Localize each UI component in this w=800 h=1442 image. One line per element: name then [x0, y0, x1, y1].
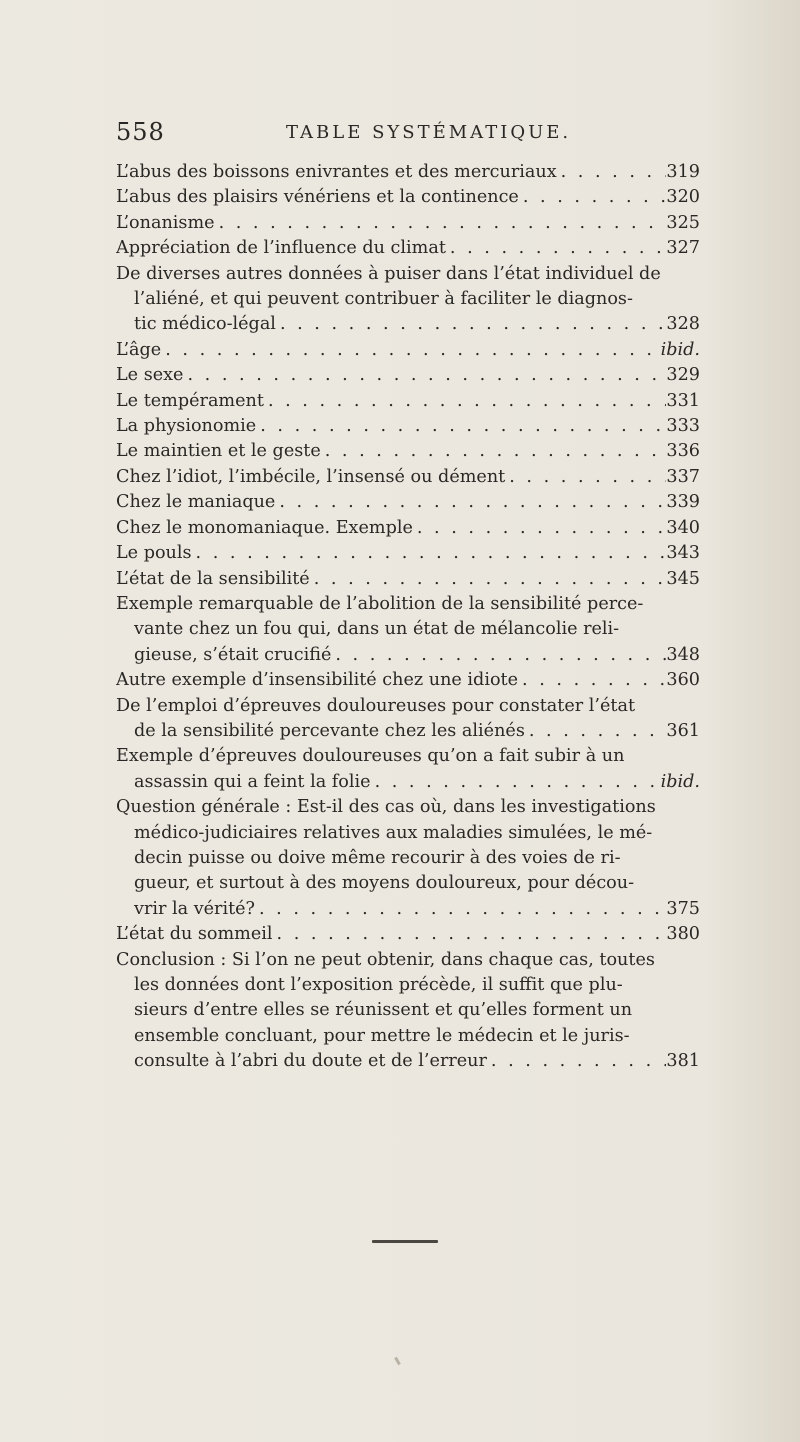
toc-entry-text: consulte à l’abri du doute et de l’erreur: [134, 1051, 487, 1072]
toc-entry-text: Exemple d’épreuves douloureuses qu’on a fait subir à un: [116, 746, 625, 767]
toc-entry: [116, 592, 700, 668]
toc-entry-text: de la sensibilité percevante chez les aliénés: [134, 720, 525, 741]
toc-entry: [116, 389, 700, 414]
toc-page-number: 361: [666, 720, 700, 741]
toc-entry-text: L’abus des boissons enivrantes et des mercuriaux: [116, 162, 557, 182]
running-title: TABLE SYSTÉMATIQUE.: [286, 122, 572, 143]
dot-leader: [525, 719, 667, 744]
toc-entry-line: [116, 744, 700, 769]
toc-entry-text: L’état de la sensibilité: [116, 568, 310, 589]
toc-page-number: 340: [666, 517, 700, 538]
toc-entry-line: [116, 363, 700, 388]
toc-entry-text: vante chez un fou qui, dans un état de mélancolie reli-: [134, 619, 620, 640]
toc-entry: [116, 795, 700, 922]
toc-entry: [116, 516, 700, 541]
toc-entry-text: tic médico-légal: [134, 314, 276, 335]
toc-entry-line: [116, 668, 700, 693]
toc-entry-line: [116, 211, 700, 236]
dot-leader: [256, 414, 666, 439]
table-of-contents: [116, 160, 700, 1075]
toc-entry: [116, 363, 700, 388]
dot-leader: [310, 567, 667, 592]
toc-entry: [116, 567, 700, 592]
toc-entry-line: [116, 236, 700, 261]
toc-entry-text: Le tempérament: [116, 390, 264, 411]
toc-entry-line: [116, 770, 700, 795]
toc-entry-text: gueur, et surtout à des moyens douloureux, pour décou-: [134, 873, 635, 894]
toc-entry: [116, 439, 700, 464]
toc-entry-text: vrir la vérité?: [134, 898, 255, 919]
toc-entry-line: [116, 439, 700, 464]
toc-entry-line: [116, 948, 700, 973]
toc-entry-text: Exemple remarquable de l’abolition de la sensibilité perce-: [116, 593, 644, 614]
toc-entry-line: [116, 185, 700, 210]
toc-page-number: ibid.: [660, 771, 700, 792]
toc-entry-text: L’abus des plaisirs vénériens et la continence: [116, 187, 519, 208]
dot-leader: [161, 338, 660, 363]
toc-entry: [116, 922, 700, 947]
toc-entry-line: [116, 160, 700, 185]
toc-entry: [116, 668, 700, 693]
dot-leader: [255, 897, 666, 922]
toc-entry-line: [116, 338, 700, 363]
toc-page-number: 337: [666, 466, 700, 487]
toc-entry-line: [116, 821, 700, 846]
closing-rule: [372, 1240, 438, 1243]
toc-entry-line: [116, 1024, 700, 1049]
toc-entry-text: l’aliéné, et qui peuvent contribuer à faciliter le diagnos-: [134, 289, 633, 310]
toc-entry-line: [116, 973, 700, 998]
toc-entry-text: decin puisse ou doive même recourir à des voies de ri-: [134, 847, 621, 868]
toc-page-number: 336: [666, 441, 700, 462]
toc-page-number: 329: [666, 365, 700, 386]
toc-entry-line: [116, 643, 700, 668]
toc-entry-line: [116, 795, 700, 820]
toc-entry-line: [116, 567, 700, 592]
dot-leader: [519, 185, 667, 210]
toc-entry-text: Conclusion : Si l’on ne peut obtenir, dans chaque cas, toutes: [116, 949, 655, 970]
toc-entry-text: Le maintien et le geste: [116, 441, 321, 462]
toc-entry-line: [116, 617, 700, 642]
toc-entry: [116, 465, 700, 490]
dot-leader: [276, 312, 666, 337]
toc-entry-line: [116, 465, 700, 490]
toc-page-number: 381: [666, 1051, 700, 1072]
toc-page-number: 331: [666, 390, 700, 411]
toc-entry-text: Le sexe: [116, 365, 184, 386]
dot-leader: [331, 643, 666, 668]
toc-page-number: 333: [666, 416, 700, 437]
toc-entry: [116, 744, 700, 795]
toc-entry-text: L’état du sommeil: [116, 924, 273, 945]
dot-leader: [264, 389, 666, 414]
page-header: [116, 118, 696, 148]
dot-leader: [183, 363, 666, 388]
dot-leader: [505, 465, 666, 490]
toc-page-number: 375: [666, 898, 700, 919]
toc-entry: [116, 236, 700, 261]
dot-leader: [321, 439, 667, 464]
toc-entry-line: [116, 846, 700, 871]
toc-page-number: 325: [666, 212, 700, 233]
toc-entry-text: Appréciation de l’influence du climat: [116, 238, 446, 259]
toc-entry-text: De l’emploi d’épreuves douloureuses pour constater l’état: [116, 695, 636, 716]
toc-page-number: 360: [666, 670, 700, 691]
toc-entry-text: De diverses autres données à puiser dans l’état individuel de: [116, 263, 661, 284]
toc-entry: [116, 262, 700, 338]
toc-page-number: 348: [666, 644, 700, 665]
toc-page-number: 320: [666, 187, 700, 208]
toc-entry-text: Question générale : Est-il des cas où, dans les investigations: [116, 797, 656, 818]
toc-entry-text: ensemble concluant, pour mettre le médecin et le juris-: [134, 1025, 630, 1046]
toc-page-number: 328: [666, 314, 700, 335]
toc-entry-text: L’onanisme: [116, 212, 215, 233]
toc-entry-line: [116, 922, 700, 947]
toc-entry-text: Chez l’idiot, l’imbécile, l’insensé ou dément: [116, 466, 506, 487]
toc-entry: [116, 948, 700, 1075]
toc-page-number: 343: [666, 543, 700, 564]
dot-leader: [215, 211, 667, 236]
toc-entry-text: gieuse, s’était crucifié: [134, 644, 332, 665]
toc-entry: [116, 490, 700, 515]
toc-page-number: 319: [666, 162, 700, 182]
toc-entry-line: [116, 414, 700, 439]
toc-entry-line: [116, 262, 700, 287]
dot-leader: [273, 922, 667, 947]
toc-entry: [116, 541, 700, 566]
dot-leader: [557, 160, 667, 185]
toc-entry-line: [116, 389, 700, 414]
toc-entry-line: [116, 719, 700, 744]
toc-entry-text: La physionomie: [116, 416, 257, 437]
toc-page-number: 380: [666, 924, 700, 945]
toc-entry-text: Le pouls: [116, 543, 192, 564]
toc-entry-line: [116, 490, 700, 515]
dot-leader: [518, 668, 666, 693]
toc-entry-line: [116, 541, 700, 566]
paper-mark: [394, 1357, 401, 1365]
toc-entry-line: [116, 516, 700, 541]
dot-leader: [487, 1049, 666, 1074]
toc-entry-line: [116, 592, 700, 617]
toc-entry-text: Autre exemple d’insensibilité chez une idiote: [116, 670, 519, 691]
toc-entry-line: [116, 312, 700, 337]
toc-page-number: 339: [666, 492, 700, 513]
toc-entry-text: Chez le maniaque: [116, 492, 276, 513]
toc-entry-text: assassin qui a feint la folie: [134, 771, 371, 792]
toc-entry: [116, 694, 700, 745]
toc-entry-text: médico-judiciaires relatives aux maladies simulées, le mé-: [134, 822, 653, 843]
dot-leader: [192, 541, 667, 566]
toc-entry-line: [116, 694, 700, 719]
toc-entry-line: [116, 287, 700, 312]
dot-leader: [275, 490, 666, 515]
toc-entry: [116, 160, 700, 185]
toc-page-number: ibid.: [660, 339, 700, 360]
toc-entry: [116, 414, 700, 439]
toc-entry: [116, 185, 700, 210]
toc-entry-text: sieurs d’entre elles se réunissent et qu’elles forment un: [134, 1000, 633, 1021]
toc-entry-text: Chez le monomaniaque. Exemple: [116, 517, 413, 538]
page-number: 558: [116, 118, 165, 146]
toc-entry-line: [116, 871, 700, 896]
toc-entry-line: [116, 998, 700, 1023]
dot-leader: [371, 770, 661, 795]
toc-entry: [116, 338, 700, 363]
toc-entry-text: les données dont l’exposition précède, il suffit que plu-: [134, 975, 623, 995]
dot-leader: [446, 236, 667, 261]
toc-entry: [116, 211, 700, 236]
toc-page-number: 345: [666, 568, 700, 589]
dot-leader: [413, 516, 667, 541]
toc-entry-line: [116, 897, 700, 922]
toc-page-number: 327: [666, 238, 700, 259]
toc-entry-text: L’âge: [116, 339, 162, 360]
toc-entry-line: [116, 1049, 700, 1074]
